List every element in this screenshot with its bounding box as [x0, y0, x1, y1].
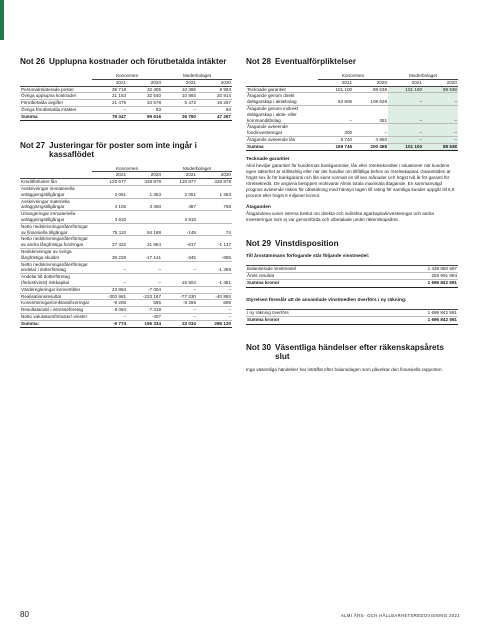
row-value: 93: [197, 106, 232, 113]
row-value: 21 153: [92, 93, 127, 100]
note-title: Väsentliga händelser efter räkenskapsårets slut: [275, 342, 444, 361]
group-header-koncernen: Koncernen: [92, 72, 162, 79]
group-header-moderbolaget: Moderbolaget: [162, 72, 232, 79]
row-value: -1 137: [197, 236, 232, 249]
table-row: [20, 313, 232, 320]
row-value: 21 854: [127, 236, 162, 249]
row-value: -345: [162, 248, 197, 261]
row-value: -1 369: [197, 261, 232, 274]
sum-row: Summa 169 745 200 468 101 100 88 638: [247, 143, 457, 149]
note-number: Not 30: [246, 342, 272, 352]
row-value: –: [92, 261, 127, 274]
table-row: [20, 274, 232, 287]
row-value: –: [423, 124, 458, 137]
note-26-table: [20, 72, 232, 121]
row-value: –: [197, 313, 232, 320]
row-value: –: [162, 313, 197, 320]
row-label: Kreditförluster lån: [20, 179, 92, 186]
events-text: Inga väsentliga händelser har inträffat efter balansdagen som påverkar den finansiella rapporten.: [246, 366, 443, 372]
row-label: Andelar till dotterföretag (förlust/vinst) riskkapital: [20, 274, 92, 287]
year-header-row: 2021 2020 2021 2020: [246, 79, 458, 86]
note-title: Upplupna kostnader och förutbetalda intäkter: [49, 57, 227, 66]
row-label: Netto valutakursförluster/-vinster: [20, 313, 92, 320]
row-value: -303 981: [92, 293, 127, 300]
table-row: [20, 211, 232, 224]
table-row: [246, 93, 458, 106]
row-value: –: [162, 307, 197, 314]
row-value: 5 472: [162, 100, 197, 107]
sum-row: Summa kronor 1 696 842 591: [247, 317, 457, 323]
note-number: Not 26: [20, 57, 46, 66]
sum-row: Summa kronor 1 696 842 591: [247, 280, 457, 286]
row-value: 766: [197, 198, 232, 211]
row-value: –: [162, 261, 197, 274]
row-label: Realisationsresultat: [20, 293, 92, 300]
row-label: Övriga upplupna kostnader: [20, 93, 92, 100]
row-value: 596: [197, 300, 232, 307]
running-footer: ALMI ÅRS- OCH HÅLLBARHETSREDOVISNING 2021: [340, 613, 460, 618]
table-row: [20, 293, 232, 300]
row-value: 32 405: [127, 86, 162, 93]
table-row: [20, 223, 232, 236]
row-value: 88 638: [353, 86, 388, 93]
row-value: –: [92, 106, 127, 113]
group-header-koncernen: Koncernen: [92, 165, 162, 172]
sum-row: Summa: -9 774 195 334 23 034 286 130: [21, 320, 231, 326]
row-value: –: [127, 261, 162, 274]
row-label: Resultatandel i intresseföretag: [20, 307, 92, 314]
row-label: Avskrivningar materiella anläggningstillgångar: [20, 198, 92, 211]
row-value: 120 677: [162, 179, 197, 186]
row-value: -7 004: [127, 286, 162, 293]
row-value: 5 740: [318, 136, 353, 143]
table-row: [246, 124, 458, 137]
row-value: 20 914: [197, 93, 232, 100]
row-value: -223 167: [127, 293, 162, 300]
table-row: [246, 136, 458, 143]
note-30: [246, 343, 458, 373]
table-row: [20, 179, 232, 186]
row-value: 1 353: [197, 185, 232, 198]
table-row: [20, 307, 232, 314]
row-value: 21 475: [92, 100, 127, 107]
row-label: Netto nedskrivningar/återföringar andelar i dotterföretag: [20, 261, 92, 274]
table-row: [20, 86, 232, 93]
row-value: -40 893: [197, 293, 232, 300]
table-row: [20, 93, 232, 100]
row-value: 19 267: [197, 100, 232, 107]
right-column: [246, 57, 458, 373]
row-label: Åtagande avseende fondinvesteringar: [246, 124, 318, 137]
note-number: Not 29: [246, 238, 272, 248]
row-value: 23 884: [92, 286, 127, 293]
row-value: 328 878: [127, 179, 162, 186]
year-header-row: 2021 2020 2021 2020: [20, 79, 232, 86]
row-value: –: [197, 307, 232, 314]
note-29: [246, 239, 458, 325]
row-value: 27 422: [92, 236, 127, 249]
row-label: Åtagande genom indirekt delägarskap i aktie- eller kommanditbolag: [246, 105, 318, 123]
row-value: –: [353, 124, 388, 137]
board-proposal-heading: Styrelsen föreslår att de ansamlade vinstmedlen överförs i ny räkning:: [246, 297, 407, 303]
table-row: [20, 300, 232, 307]
board-proposal-table: [246, 309, 458, 325]
row-value: -9 266: [92, 300, 127, 307]
row-value: 10 893: [162, 93, 197, 100]
row-value: 10 395: [162, 86, 197, 93]
group-header-moderbolaget: Moderbolaget: [162, 165, 232, 172]
row-value: 74: [197, 223, 232, 236]
row-value: 2 051: [92, 185, 127, 198]
note-title: Eventualförpliktelser: [275, 57, 357, 66]
row-value: [197, 211, 232, 224]
row-value: 36 719: [92, 86, 127, 93]
row-label: Förutbetalda avgifter: [20, 100, 92, 107]
row-value: 75 110: [92, 223, 127, 236]
row-value: -77 230: [162, 293, 197, 300]
commitments-text: Åtagandena avser interna beslut om direkta och indirekta ägarkapitalinvesteringar och andra investeringar som ej var genomförda och utbetalade under räkenskapsåret.: [246, 210, 434, 222]
row-value: 2 051: [162, 185, 197, 198]
row-value: -659: [197, 248, 232, 261]
note-28-table: [246, 72, 458, 151]
row-value: –: [162, 286, 197, 293]
table-row: [20, 236, 232, 249]
table-row: [20, 198, 232, 211]
row-value: 328 878: [197, 179, 232, 186]
note-number: Not 27: [20, 140, 46, 150]
row-label: Konverteringar/omklassificeringar: [20, 300, 92, 307]
table-row: [246, 105, 458, 123]
note-27: [20, 141, 232, 328]
table-row: Årets resultat 256 991 894: [247, 272, 457, 278]
left-column: [20, 57, 232, 328]
row-value: 34 578: [127, 100, 162, 107]
row-label: Netto nedskrivningar/återföringar av andra långfristiga fordringar: [20, 236, 92, 249]
row-value: 32 540: [127, 93, 162, 100]
row-value: –: [388, 105, 423, 123]
table-row: [20, 106, 232, 113]
row-label: Nedskrivningar av övriga långfristiga skulder: [20, 248, 92, 261]
row-value: 38 229: [92, 248, 127, 261]
row-label: Tecknade garantier: [246, 86, 318, 93]
row-value: 3 910: [92, 211, 127, 224]
row-label: Åtagande avseende lån: [246, 136, 318, 143]
note-title: Justeringar för poster som inte ingår i kassaflödet: [49, 140, 197, 159]
note-title: Vinstdisposition: [275, 238, 339, 248]
table-row: [20, 261, 232, 274]
row-value: 101 100: [388, 86, 423, 93]
page-footer: [20, 610, 460, 624]
row-value: 108 629: [353, 93, 388, 106]
row-value: –: [197, 286, 232, 293]
note-27-table: [20, 165, 232, 328]
row-value: 300: [318, 124, 353, 137]
row-value: 94 188: [127, 223, 162, 236]
row-value: –: [92, 313, 127, 320]
row-value: –: [92, 274, 127, 287]
commitments-heading: Åtaganden: [246, 204, 271, 210]
table-row: [20, 185, 232, 198]
row-label: Utrangeringar immateriella anläggningstillgångar: [20, 211, 92, 224]
row-value: 487: [162, 198, 197, 211]
profit-available-heading: Till årsstämmans förfogande står följande vinstmedel:: [246, 253, 370, 259]
row-value: –: [388, 124, 423, 137]
row-value: 351: [353, 105, 388, 123]
row-value: –: [423, 105, 458, 123]
row-value: -17 141: [127, 248, 162, 261]
note-number: Not 28: [246, 57, 272, 66]
row-value: 8 993: [197, 86, 232, 93]
row-value: 3 490: [127, 198, 162, 211]
guarantees-heading: Tecknade garantier: [246, 156, 290, 162]
row-label: Netto nedskrivningar/återföringar av finansiella tillgångar: [20, 223, 92, 236]
row-value: 120 677: [92, 179, 127, 186]
row-value: -617: [162, 236, 197, 249]
row-label: Personalrelaterade poster: [20, 86, 92, 93]
row-value: –: [388, 136, 423, 143]
row-value: -7 318: [127, 307, 162, 314]
row-value: –: [423, 136, 458, 143]
row-value: 88 638: [423, 86, 458, 93]
row-label: Åtagande genom direkt delägarskap i aktiebolag: [246, 93, 318, 106]
row-label: Övriga förutbetalda intäkter: [20, 106, 92, 113]
row-value: 596: [127, 300, 162, 307]
row-value: –: [127, 274, 162, 287]
row-value: -149: [162, 223, 197, 236]
profit-available-table: [246, 265, 458, 288]
group-header-moderbolaget: Moderbolaget: [388, 72, 458, 79]
row-value: -407: [127, 313, 162, 320]
row-value: 1 353: [127, 185, 162, 198]
year-header-row: 2021 2020 2021 2020: [20, 172, 232, 179]
note-26: [20, 57, 232, 121]
table-row: [20, 100, 232, 107]
table-row: [246, 86, 458, 93]
row-value: 93: [127, 106, 162, 113]
row-value: [127, 211, 162, 224]
row-value: 3 910: [162, 211, 197, 224]
row-value: 8 084: [92, 307, 127, 314]
row-value: –: [318, 105, 353, 123]
row-label: Avskrivningar immateriella anläggningstillgångar: [20, 185, 92, 198]
row-value: -1 481: [197, 274, 232, 287]
sum-row: Summa 79 347 99 616 26 760 47 267: [21, 113, 231, 119]
note-28: [246, 57, 458, 223]
row-value: -16 504: [162, 274, 197, 287]
guarantees-text: Almi beviljar garantier för kundernas bankgarantier, lån eller rörelsekrediter i situationer när kundens egen säkerhet är otillräcklig eller när det handlar om tillfälliga behov av rörelsekapital. Garantitiden är högst sex år för bankgaranti och lån samt normalt en till sex månader och högst två år för garanti för rörelsekredit. De angivna beloppen motsvarar Almis totala maximala åtagande. En sammanvägd prognos avseende risken för utbetalning med hänsyn tagen till rating för samtliga kunder uppgår till 5,9 procent eller högst 6 miljoner kronor.: [246, 162, 455, 198]
table-row: [20, 286, 232, 293]
table-row: I ny räkning överförs 1 696 842 591: [247, 309, 457, 315]
row-value: –: [388, 93, 423, 106]
row-value: –: [162, 106, 197, 113]
row-value: 4 850: [353, 136, 388, 143]
table-row: [20, 248, 232, 261]
row-label: Värderegleringar konvertibler: [20, 286, 92, 293]
page-number: 80: [20, 610, 29, 619]
accent-bar: [0, 0, 4, 40]
row-value: -9 266: [162, 300, 197, 307]
group-header-koncernen: Koncernen: [318, 72, 388, 79]
row-value: –: [423, 93, 458, 106]
row-value: 4 106: [92, 198, 127, 211]
table-row: Balanserade vinstmedel 1 439 850 697: [247, 265, 457, 271]
row-value: 101 100: [318, 86, 353, 93]
row-value: 62 805: [318, 93, 353, 106]
